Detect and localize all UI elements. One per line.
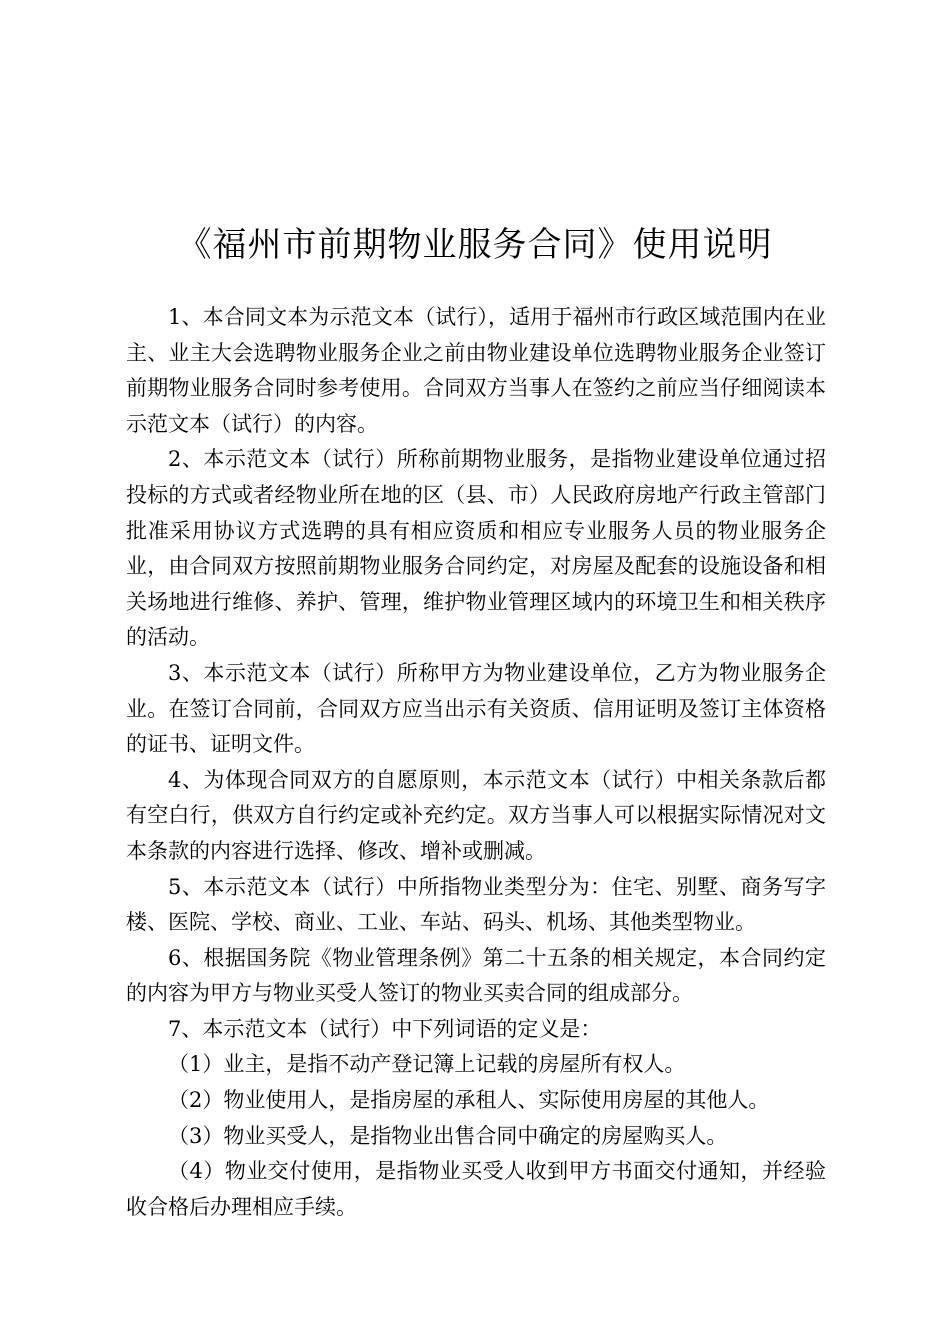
paragraph-2: 2、本示范文本（试行）所称前期物业服务，是指物业建设单位通过招投标的方式或者经物业所在地的区（县、市）人民政府房地产行政主管部门批准采用协议方式选聘的具有相应资质和相应专业服务人员的物业服务企业，由合同双方按照前期物业服务合同约定，对房屋及配套的设施设备和相关场地进行维修、养护、管理，维护物业管理区域内的环境卫生和相关秩序的活动。 — [126, 447, 826, 650]
paragraph-1: 1、本合同文本为示范文本（试行），适用于福州市行政区域范围内在业主、业主大会选聘物业服务企业之前由物业建设单位选聘物业服务企业签订前期物业服务合同时参考使用。合同双方当事人在签约之前应当仔细阅读本示范文本（试行）的内容。 — [126, 305, 826, 436]
paragraph-6: 6、根据国务院《物业管理条例》第二十五条的相关规定，本合同约定的内容为甲方与物业买受人签订的物业买卖合同的组成部分。 — [126, 945, 826, 1006]
definition-3: （3）物业买受人，是指物业出售合同中确定的房屋购买人。 — [168, 1123, 728, 1148]
definition-2: （2）物业使用人，是指房屋的承租人、实际使用房屋的其他人。 — [168, 1088, 770, 1113]
definition-4: （4）物业交付使用，是指物业买受人收到甲方书面交付通知，并经验收合格后办理相应手续。 — [126, 1159, 826, 1219]
paragraph-4: 4、为体现合同双方的自愿原则，本示范文本（试行）中相关条款后都有空白行，供双方自行约定或补充约定。双方当事人可以根据实际情况对文本条款的内容进行选择、修改、增补或删减。 — [126, 767, 826, 863]
document-title: 《福州市前期物业服务合同》使用说明 — [177, 225, 773, 265]
definition-1: （1）业主，是指不动产登记簿上记载的房屋所有权人。 — [168, 1052, 686, 1077]
paragraph-7: 7、本示范文本（试行）中下列词语的定义是： — [168, 1016, 602, 1041]
paragraph-3: 3、本示范文本（试行）所称甲方为物业建设单位，乙方为物业服务企业。在签订合同前，合同双方应当出示有关资质、信用证明及签订主体资格的证书、证明文件。 — [126, 660, 826, 757]
paragraph-5: 5、本示范文本（试行）中所指物业类型分为：住宅、别墅、商务写字楼、医院、学校、商业、工业、车站、码头、机场、其他类型物业。 — [126, 874, 826, 935]
document-body — [126, 300, 826, 1225]
